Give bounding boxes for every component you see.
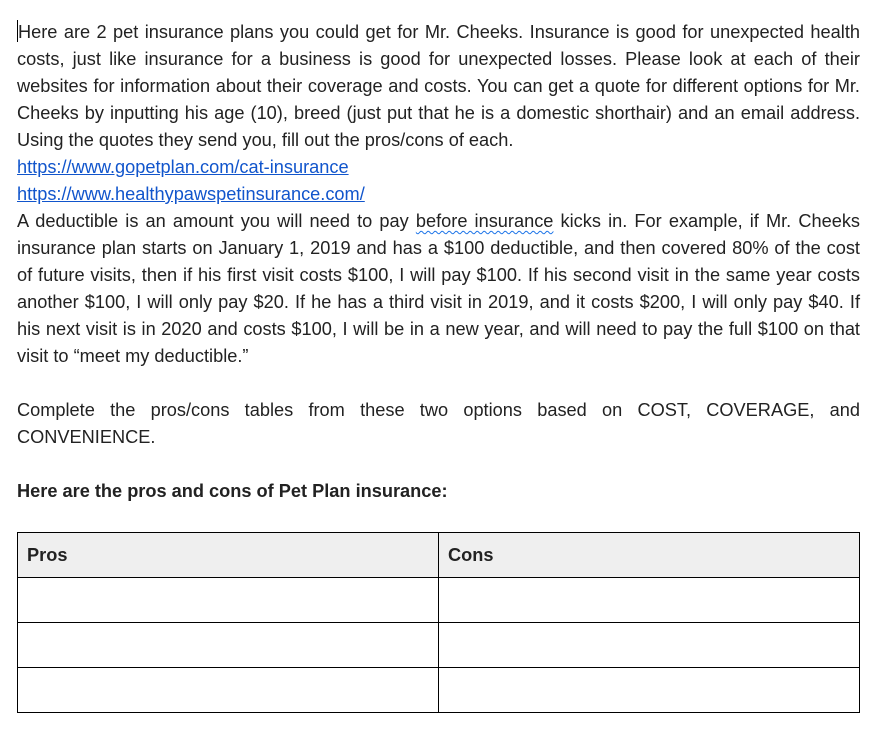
intro-text: Here are 2 pet insurance plans you could get for Mr. Cheeks. Insurance is good for unexpected health costs, just like insurance for a business is good for unexpected losses. Please look at each of their websites for information about their coverage and costs. You can get a quote for different options for Mr. Cheeks by inputting his age (10), breed (just put that he is a domestic shorthair) and an email address. Using the quotes they send you, fill out the pros/cons of each. — [17, 22, 860, 150]
cons-cell[interactable] — [439, 623, 860, 668]
pros-header[interactable]: Pros — [18, 533, 439, 578]
section-heading[interactable]: Here are the pros and cons of Pet Plan insurance: — [17, 481, 448, 501]
table-header-row — [18, 533, 860, 578]
cons-header[interactable]: Cons — [439, 533, 860, 578]
blank-line — [17, 451, 860, 478]
grammar-suggestion[interactable]: before insurance — [415, 211, 554, 231]
pros-cell[interactable] — [18, 668, 439, 713]
document-body[interactable] — [17, 19, 860, 505]
healthypaws-link[interactable]: https://www.healthypawspetinsurance.com/ — [17, 184, 365, 204]
table-row — [18, 668, 860, 713]
deductible-text-before: A deductible is an amount you will need to pay — [17, 211, 416, 231]
deductible-text-after: kicks in. For example, if Mr. Cheeks insurance plan starts on January 1, 2019 and has a $100 deductible, and then covered 80% of the cost of future visits, then if his first visit costs $100, I will pay $100. If his second visit in the same year costs another $100, I will only pay $20. If he has a third visit in 2019, and it costs $200, I will only pay $40. If his next visit is in 2020 and costs $100, I will be in a new year, and will need to pay the full $100 on that visit to “meet my deductible.” — [17, 211, 861, 366]
pros-cons-table — [17, 532, 860, 713]
table-row — [18, 578, 860, 623]
table-row — [18, 623, 860, 668]
petplan-link[interactable]: https://www.gopetplan.com/cat-insurance — [17, 157, 349, 177]
cons-cell[interactable] — [439, 668, 860, 713]
instruction-paragraph[interactable]: Complete the pros/cons tables from these two options based on COST, COVERAGE, and CONVENIENCE. — [17, 400, 860, 447]
cons-cell[interactable] — [439, 578, 860, 623]
deductible-paragraph[interactable] — [17, 208, 860, 370]
intro-paragraph[interactable] — [17, 19, 860, 154]
pros-cell[interactable] — [18, 623, 439, 668]
pros-cell[interactable] — [18, 578, 439, 623]
blank-line — [17, 370, 860, 397]
